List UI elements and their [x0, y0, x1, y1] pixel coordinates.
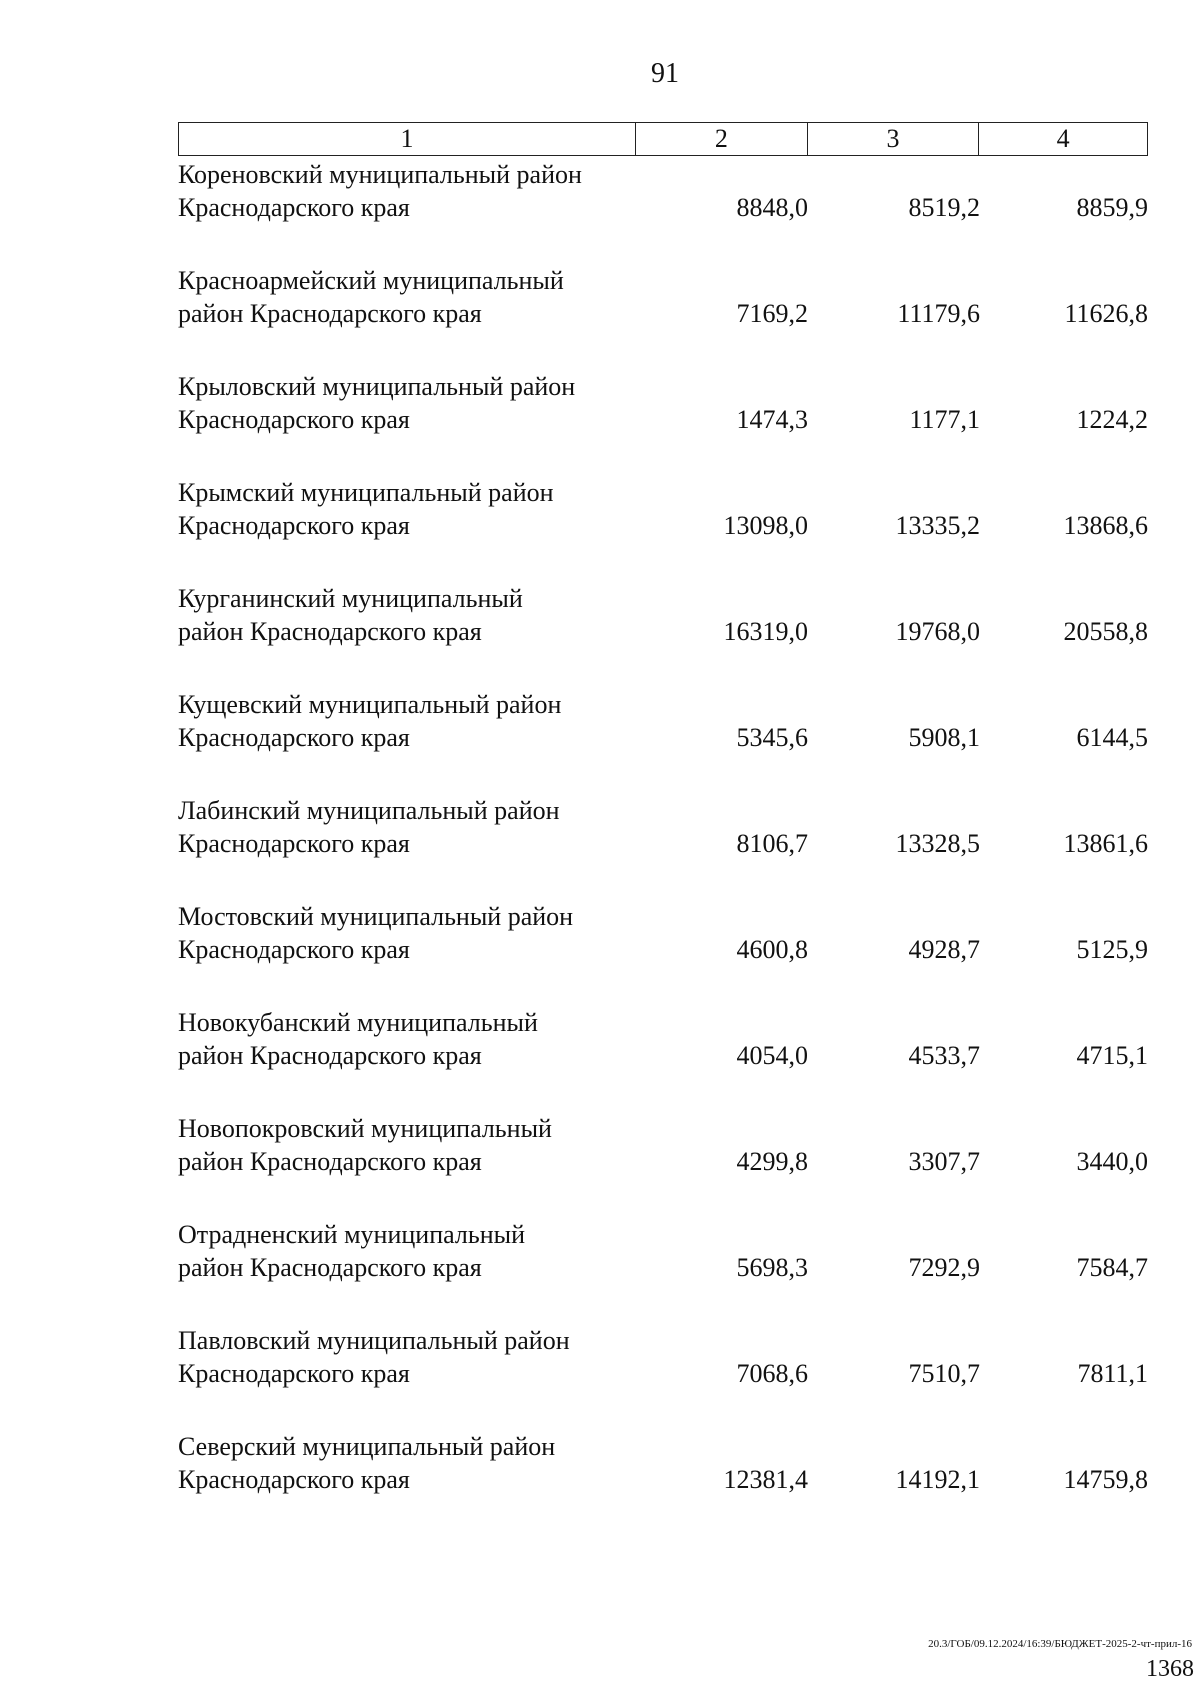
sheet-number: 1368	[1146, 1656, 1194, 1682]
row-value-col-4: 13868,6	[1063, 511, 1148, 540]
table-row	[178, 1004, 1148, 1110]
table-row	[178, 898, 1148, 1004]
row-name: Северский муниципальный район Краснодарского края	[178, 1432, 556, 1494]
row-name: Кущевский муниципальный район Краснодарского края	[178, 690, 562, 752]
row-value-col-4: 13861,6	[1063, 829, 1148, 858]
row-value-col-3: 4928,7	[908, 935, 980, 964]
row-value-col-3: 13328,5	[895, 829, 980, 858]
header-col-1: 1	[179, 123, 636, 155]
document-code: 20.3/ГОБ/09.12.2024/16:39/БЮДЖЕТ-2025-2-чт-прил-16	[928, 1638, 1192, 1650]
row-value-col-4: 7811,1	[1077, 1359, 1148, 1388]
row-value-col-2: 8848,0	[736, 193, 808, 222]
row-value-col-2: 4299,8	[736, 1147, 808, 1176]
table-row	[178, 156, 1148, 262]
row-value-col-2: 12381,4	[723, 1465, 808, 1494]
row-value-col-4: 8859,9	[1076, 193, 1148, 222]
row-value-col-3: 3307,7	[908, 1147, 980, 1176]
table-row	[178, 474, 1148, 580]
row-value-col-2: 1474,3	[736, 405, 808, 434]
row-value-col-4: 1224,2	[1076, 405, 1148, 434]
row-value-col-3: 11179,6	[897, 299, 980, 328]
row-name: Красноармейский муниципальный район Краснодарского края	[178, 266, 564, 328]
table-row	[178, 1110, 1148, 1216]
row-name: Павловский муниципальный район Краснодарского края	[178, 1326, 570, 1388]
row-value-col-3: 7292,9	[908, 1253, 980, 1282]
row-value-col-3: 14192,1	[895, 1465, 980, 1494]
row-value-col-4: 3440,0	[1076, 1147, 1148, 1176]
row-value-col-2: 13098,0	[723, 511, 808, 540]
row-value-col-4: 4715,1	[1076, 1041, 1148, 1070]
row-value-col-3: 5908,1	[908, 723, 980, 752]
page-number: 91	[651, 58, 679, 89]
row-name: Мостовский муниципальный район Краснодарского края	[178, 902, 574, 964]
row-value-col-2: 5698,3	[736, 1253, 808, 1282]
row-value-col-2: 16319,0	[723, 617, 808, 646]
row-value-col-4: 5125,9	[1076, 935, 1148, 964]
row-name: Лабинский муниципальный район Краснодарского края	[178, 796, 560, 858]
row-value-col-3: 8519,2	[908, 193, 980, 222]
table-row	[178, 580, 1148, 686]
table-row	[178, 1216, 1148, 1322]
row-value-col-2: 5345,6	[736, 723, 808, 752]
row-name: Кореновский муниципальный район Краснодарского края	[178, 160, 582, 222]
table-header	[178, 122, 1148, 156]
row-value-col-4: 7584,7	[1076, 1253, 1148, 1282]
row-name: Курганинский муниципальный район Краснодарского края	[178, 584, 523, 646]
row-name: Новокубанский муниципальный район Краснодарского края	[178, 1008, 538, 1070]
row-value-col-2: 4600,8	[736, 935, 808, 964]
row-name: Новопокровский муниципальный район Краснодарского края	[178, 1114, 552, 1176]
row-value-col-2: 8106,7	[736, 829, 808, 858]
header-col-4: 4	[1056, 124, 1070, 153]
table-row	[178, 792, 1148, 898]
row-value-col-2: 7068,6	[736, 1359, 808, 1388]
row-value-col-3: 1177,1	[909, 405, 980, 434]
row-value-col-2: 7169,2	[736, 299, 808, 328]
table-row	[178, 1428, 1148, 1534]
row-value-col-3: 13335,2	[895, 511, 980, 540]
row-value-col-3: 7510,7	[908, 1359, 980, 1388]
row-name: Отрадненский муниципальный район Краснодарского края	[178, 1220, 526, 1282]
row-value-col-4: 14759,8	[1063, 1465, 1148, 1494]
table-row	[178, 1322, 1148, 1428]
row-name: Крымский муниципальный район Краснодарского края	[178, 478, 554, 540]
row-value-col-3: 19768,0	[895, 617, 980, 646]
header-col-2: 2	[636, 123, 808, 155]
table-row	[178, 368, 1148, 474]
table-row	[178, 262, 1148, 368]
row-value-col-4: 6144,5	[1076, 723, 1148, 752]
row-value-col-2: 4054,0	[736, 1041, 808, 1070]
row-value-col-3: 4533,7	[908, 1041, 980, 1070]
row-value-col-4: 20558,8	[1063, 617, 1148, 646]
table-row	[178, 686, 1148, 792]
row-value-col-4: 11626,8	[1064, 299, 1148, 328]
row-name: Крыловский муниципальный район Краснодарского края	[178, 372, 576, 434]
header-col-3: 3	[808, 123, 980, 155]
table-body	[178, 156, 1148, 1534]
